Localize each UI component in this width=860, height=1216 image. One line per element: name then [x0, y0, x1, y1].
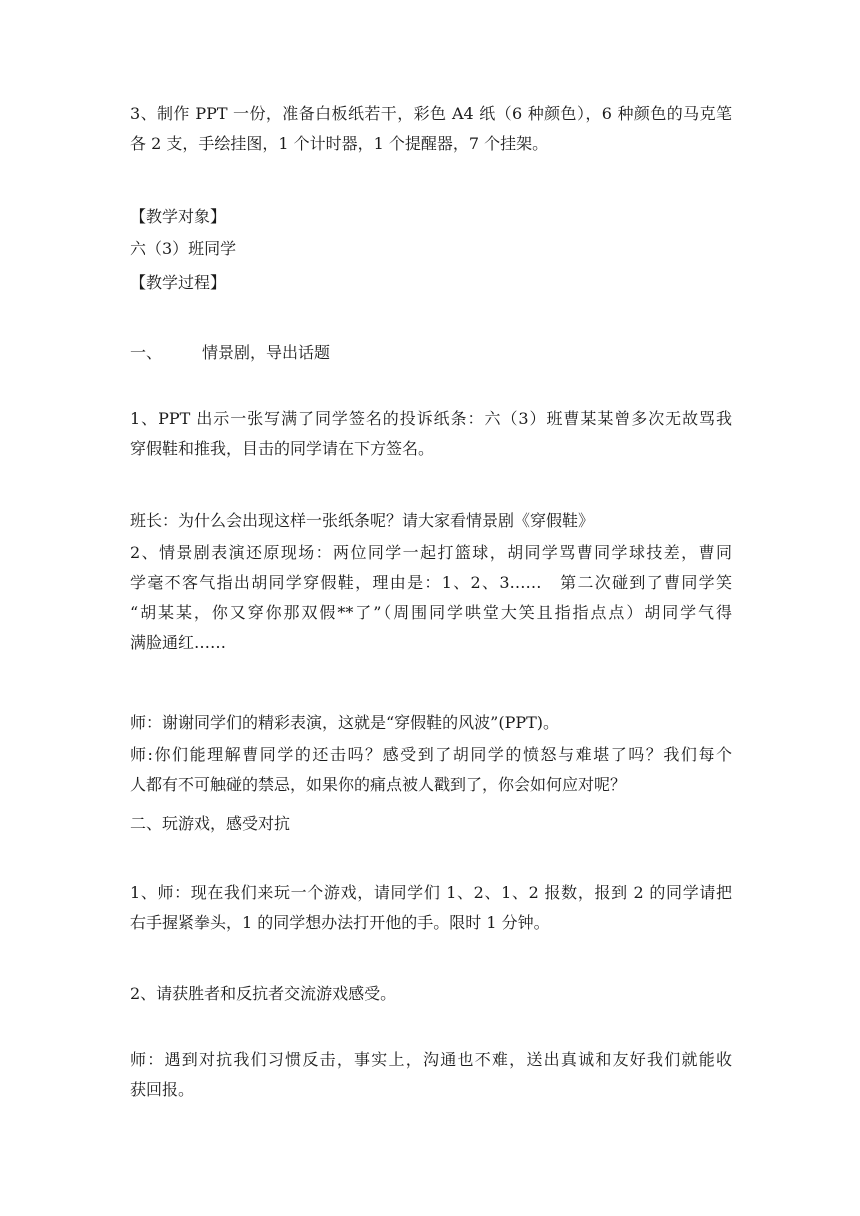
text-line: 3、制作 PPT 一份，准备白板纸若干，彩色 A4 纸（6 种颜色），6 种颜色的马克笔 — [130, 104, 732, 123]
item-one-paragraph — [130, 404, 732, 464]
monitor-line: 班长：为什么会出现这样一张纸条呢？请大家看情景剧《穿假鞋》 — [130, 511, 595, 530]
item-two-paragraph — [130, 538, 732, 658]
text-line: “胡某某，你又穿你那双假**了”（周围同学哄堂大笑且指指点点）胡同学气得 — [130, 603, 732, 622]
section-two-heading: 二、玩游戏，感受对抗 — [130, 814, 291, 833]
game-two-text: 2、请获胜者和反抗者交流游戏感受。 — [130, 984, 397, 1003]
text-line: 右手握紧拳头，1 的同学想办法打开他的手。限时 1 分钟。 — [130, 913, 550, 932]
text-line: 各 2 支，手绘挂图，1 个计时器，1 个提醒器，7 个挂架。 — [130, 134, 549, 153]
text-line: 1、师：现在我们来玩一个游戏，请同学们 1、2、1、2 报数，报到 2 的同学请把 — [130, 883, 732, 902]
materials-paragraph — [130, 99, 732, 159]
text-line: 满脸通红…… — [130, 633, 227, 652]
section-title: 情景剧，导出话题 — [202, 343, 331, 362]
text-line: 师：遇到对抗我们习惯反击，事实上，沟通也不难，送出真诚和友好我们就能收 — [130, 1050, 732, 1069]
text-line: 穿假鞋和推我，目击的同学请在下方签名。 — [130, 439, 435, 458]
teacher-line-one: 师：谢谢同学们的精彩表演，这就是“穿假鞋的风波”(PPT)。 — [130, 713, 560, 732]
text-line: 人都有不可触碰的禁忌，如果你的痛点被人戳到了，你会如何应对呢？ — [130, 775, 627, 794]
section-number: 一、 — [130, 343, 163, 362]
teacher-paragraph-three — [130, 1045, 732, 1105]
text-line: 获回报。 — [130, 1080, 195, 1099]
text-line: 学毫不客气指出胡同学穿假鞋，理由是：1、2、3…… 第二次碰到了曹同学笑 — [130, 573, 732, 592]
text-line: 1、PPT 出示一张写满了同学签名的投诉纸条：六（3）班曹某某曾多次无故骂我 — [130, 409, 732, 428]
text-line: 师:你们能理解曹同学的还击吗？感受到了胡同学的愤怒与难堪了吗？我们每个 — [130, 745, 732, 764]
teacher-paragraph-two — [130, 740, 732, 800]
target-class-text: 六（3）班同学 — [130, 239, 237, 258]
heading-teaching-target: 【教学对象】 — [130, 207, 227, 226]
game-one-paragraph — [130, 878, 732, 938]
heading-teaching-process: 【教学过程】 — [130, 273, 227, 292]
section-one-heading — [130, 345, 330, 361]
text-line: 2、情景剧表演还原现场：两位同学一起打篮球，胡同学骂曹同学球技差，曹同 — [130, 543, 732, 562]
